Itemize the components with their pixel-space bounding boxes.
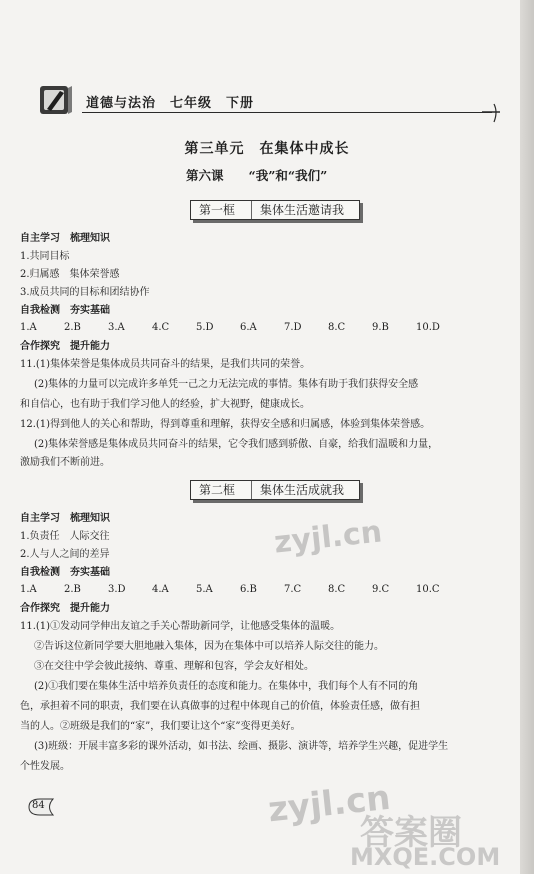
heading-part: 提升能力 xyxy=(70,341,110,352)
frame-label: 第二框 xyxy=(191,481,252,499)
answer-line: (3)班级：开展丰富多彩的课外活动，如书法、绘画、摄影、演讲等，培养学生兴趣，促进学生 xyxy=(34,741,449,752)
answer: 3.D xyxy=(108,584,126,595)
heading-part: 梳理知识 xyxy=(70,233,110,244)
answer-line: 色，承担着不同的职责，我们要在认真做事的过程中体现自己的价值，体验责任感，做有担 xyxy=(20,701,420,712)
answer-line: 当的人。②班级是我们的“家”，我们要让这个“家”变得更美好。 xyxy=(20,721,301,732)
list-item: 1.共同目标 xyxy=(20,251,70,262)
page-header xyxy=(30,70,500,130)
list-item: 2.人与人之间的差异 xyxy=(20,549,110,560)
page-number-text: 84 xyxy=(32,800,45,811)
answer: 5.D xyxy=(196,322,214,333)
answer: 9.B xyxy=(372,322,389,333)
page-number xyxy=(28,798,54,816)
answer-line: (2)集体荣誉感是集体成员共同奋斗的结果，它令我们感到骄傲、自豪，给我们温暖和力量， xyxy=(34,439,439,450)
answer: 10.D xyxy=(416,322,440,333)
list-item: 2.归属感 集体荣誉感 xyxy=(20,269,120,280)
answer-line: 个性发展。 xyxy=(20,761,70,772)
heading-part: 自主学习 xyxy=(20,233,60,244)
heading-part: 夯实基础 xyxy=(70,567,110,578)
answer-line: 12.(1)得到他人的关心和帮助，得到尊重和理解，获得安全感和归属感，体验到集体荣誉感。 xyxy=(20,419,431,430)
section-heading-hezuo xyxy=(20,602,110,615)
lesson-title: 第六课 “我”和“我们” xyxy=(186,168,328,183)
watermark: zyjl.cn xyxy=(272,514,384,561)
answer: 10.C xyxy=(416,584,440,595)
header-title: 道德与法治 七年级 下册 xyxy=(86,96,255,111)
frame-heading-2 xyxy=(190,480,360,500)
section-heading-jiance xyxy=(20,566,110,579)
list-item: 3.成员共同的目标和团结协作 xyxy=(20,287,150,298)
section-heading-zizhu xyxy=(20,512,110,525)
book-logo-icon xyxy=(38,82,74,118)
section-heading-zizhu xyxy=(20,232,110,245)
answer: 7.D xyxy=(284,322,302,333)
answer-line: 和自信心，也有助于我们学习他人的经验，扩大视野，健康成长。 xyxy=(20,399,310,410)
answer-line: ②告诉这位新同学要大胆地融入集体，因为在集体中可以培养人际交往的能力。 xyxy=(34,641,384,652)
list-item: 1.负责任 人际交往 xyxy=(20,531,110,542)
answer: 2.B xyxy=(64,322,81,333)
heading-part: 自我检测 xyxy=(20,567,60,578)
answer: 6.B xyxy=(240,584,257,595)
answer: 9.C xyxy=(372,584,390,595)
watermark: MXQE.COM xyxy=(350,843,501,871)
answer: 1.A xyxy=(20,584,37,595)
answer: 4.C xyxy=(152,322,170,333)
section-heading-hezuo xyxy=(20,340,110,353)
unit-title: 第三单元 在集体中成长 xyxy=(184,141,350,157)
answer-line: ③在交往中学会彼此接纳、尊重、理解和包容，学会友好相处。 xyxy=(34,661,314,672)
answer: 4.A xyxy=(152,584,169,595)
pen-nib-icon xyxy=(480,100,504,124)
heading-part: 合作探究 xyxy=(20,341,60,352)
watermark: zyjl.cn xyxy=(266,777,393,831)
answer: 2.B xyxy=(64,584,81,595)
heading-part: 提升能力 xyxy=(70,603,110,614)
answer: 3.A xyxy=(108,322,125,333)
frame-text: 集体生活成就我 xyxy=(260,483,345,497)
frame-heading-1 xyxy=(190,200,360,220)
header-rule xyxy=(82,112,492,113)
answer-line: 11.(1)集体荣誉是集体成员共同奋斗的结果，是我们共同的荣誉。 xyxy=(20,359,311,370)
answer: 6.A xyxy=(240,322,257,333)
answer-line: 11.(1)①发动同学伸出友谊之手关心帮助新同学，让他感受集体的温暖。 xyxy=(20,621,341,632)
answer: 5.A xyxy=(196,584,213,595)
heading-part: 自我检测 xyxy=(20,305,60,316)
heading-part: 夯实基础 xyxy=(70,305,110,316)
answer-line: (2)集体的力量可以完成许多单凭一己之力无法完成的事情。集体有助于我们获得安全感 xyxy=(34,379,419,390)
answer: 8.C xyxy=(328,584,346,595)
answer: 8.C xyxy=(328,322,346,333)
heading-part: 梳理知识 xyxy=(70,513,110,524)
answer: 1.A xyxy=(20,322,37,333)
answer-line: (2)①我们要在集体生活中培养负责任的态度和能力。在集体中，我们每个人有不同的角 xyxy=(34,681,419,692)
answer: 7.C xyxy=(284,584,302,595)
section-heading-jiance xyxy=(20,304,110,317)
watermark: 答案圈 xyxy=(360,813,462,853)
book-spine-shadow xyxy=(520,0,534,874)
heading-part: 自主学习 xyxy=(20,513,60,524)
answer-line: 激励我们不断前进。 xyxy=(20,457,110,468)
heading-part: 合作探究 xyxy=(20,603,60,614)
frame-label: 第一框 xyxy=(191,201,252,219)
frame-text: 集体生活邀请我 xyxy=(260,203,345,217)
